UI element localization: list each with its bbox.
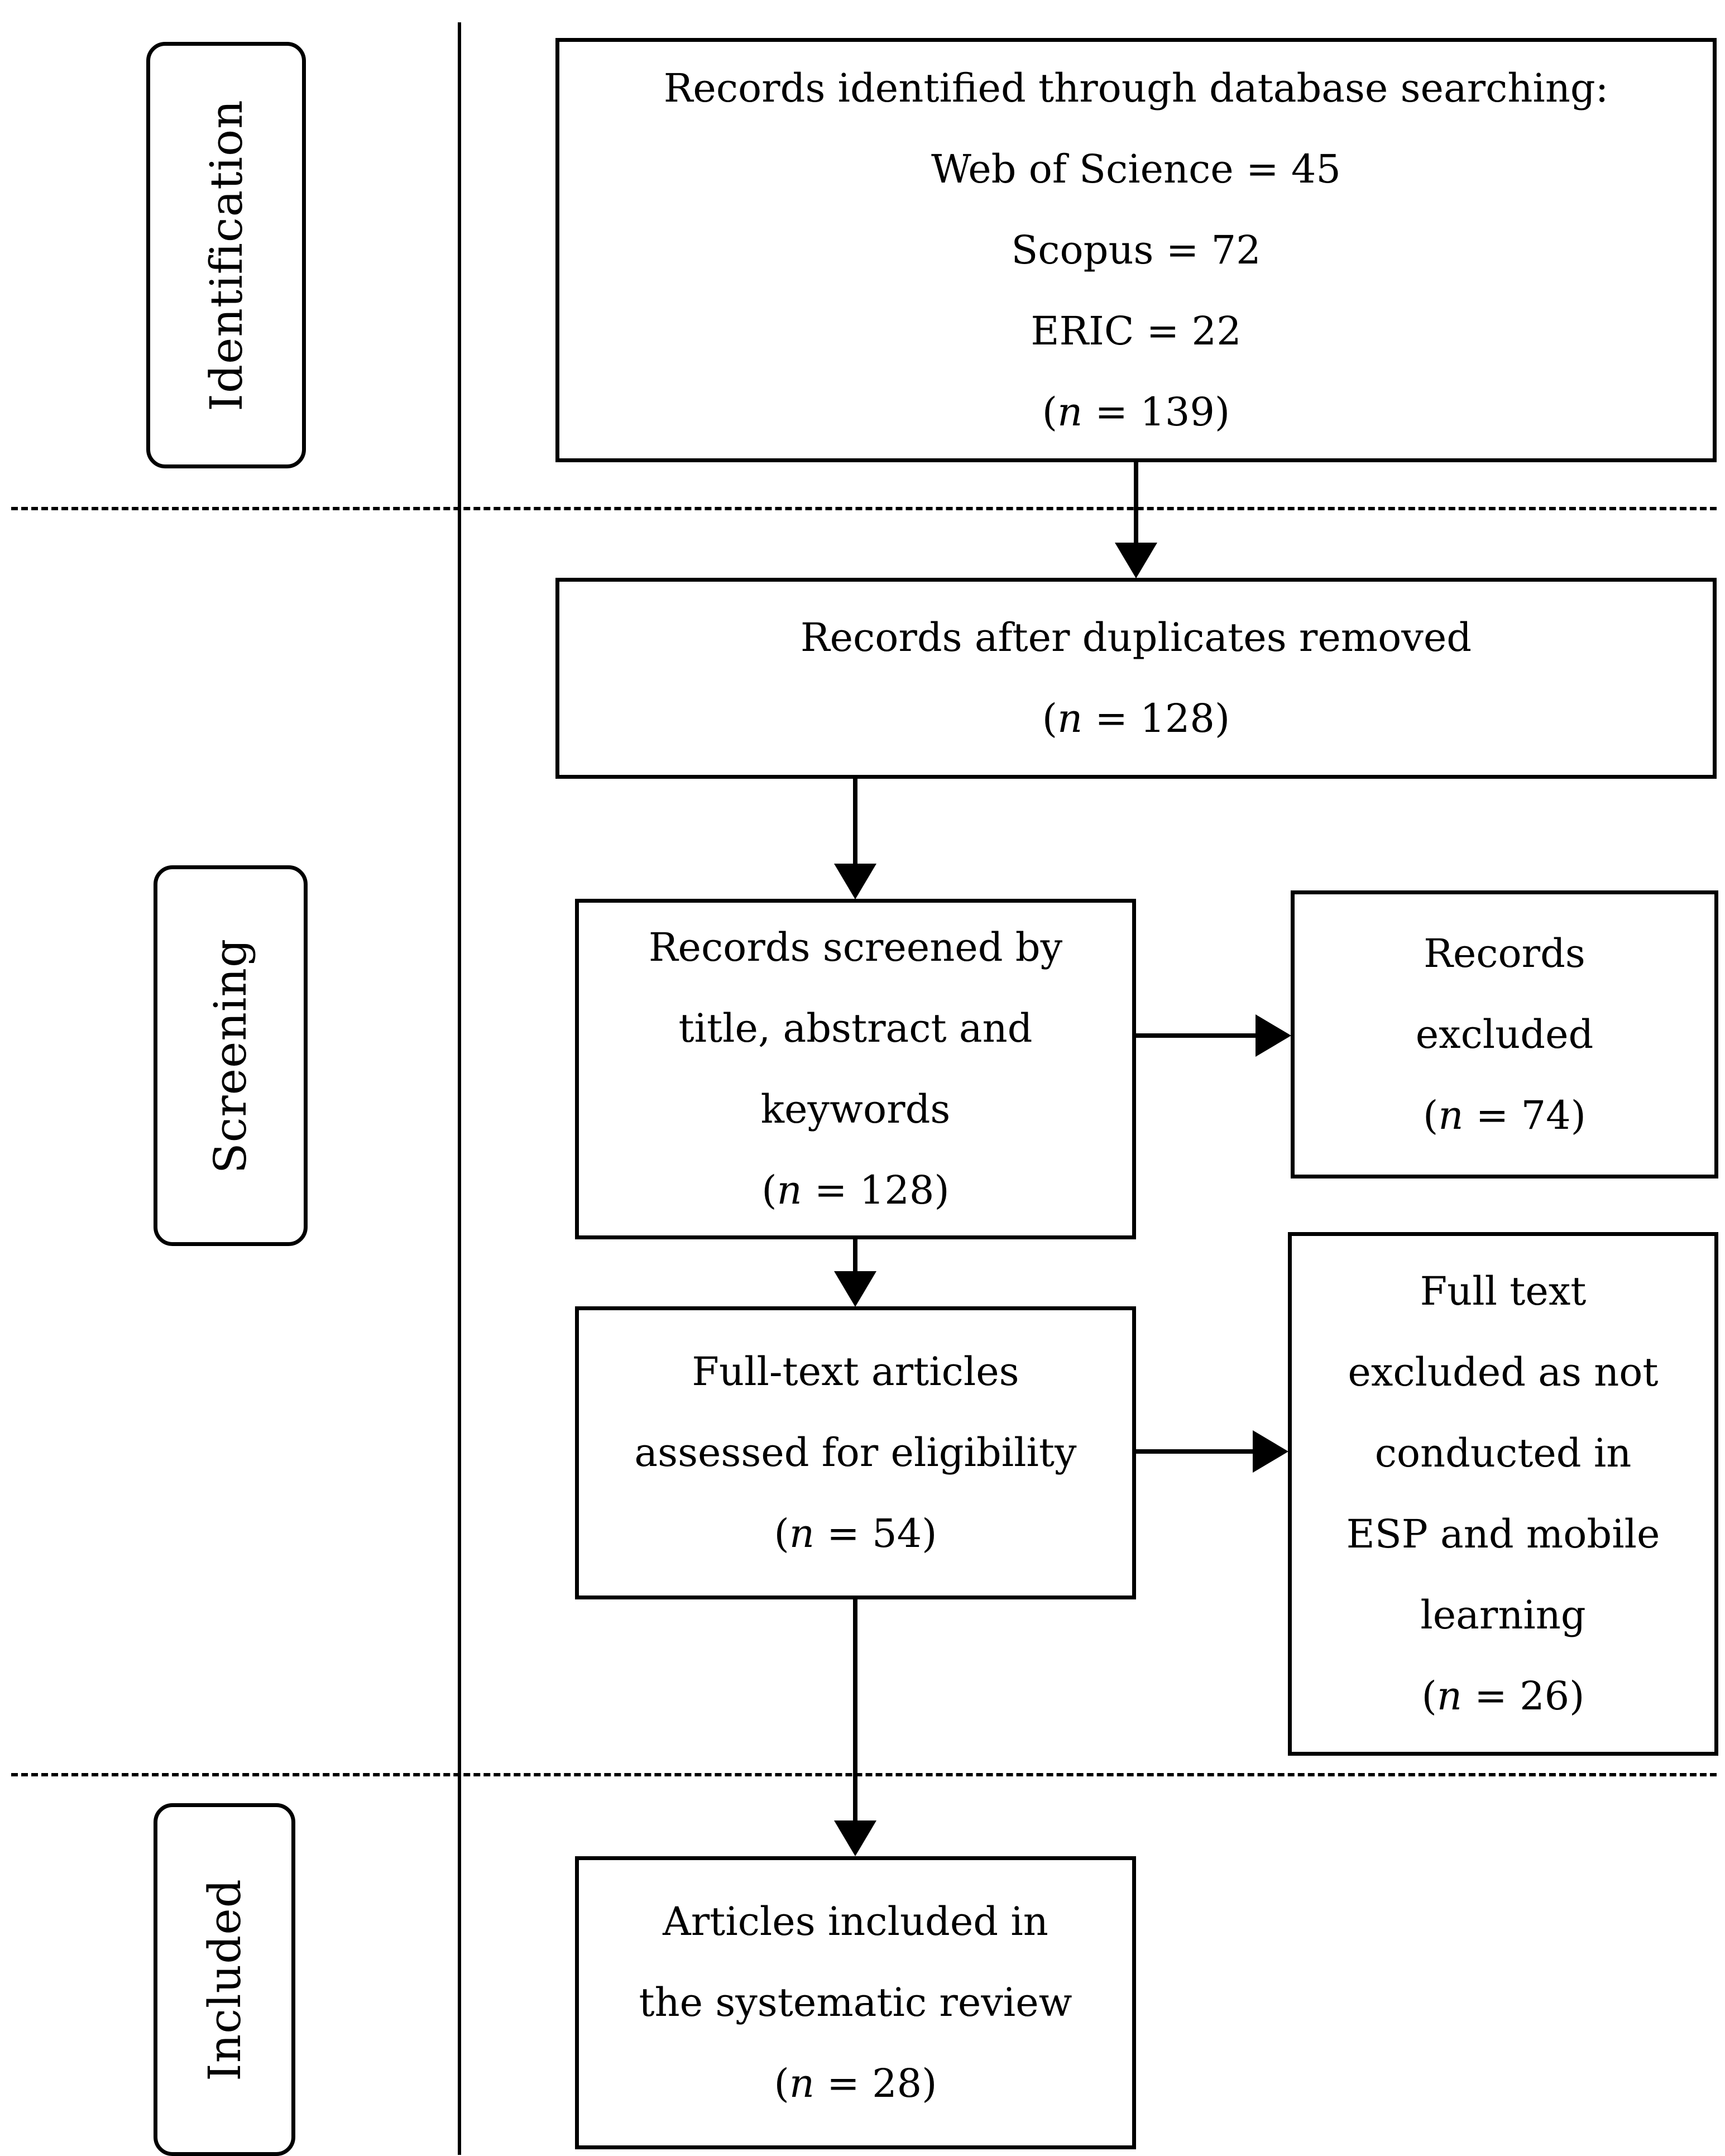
- box-fulltext-excluded: [1288, 1232, 1718, 1756]
- stage-label-text: Included: [198, 1878, 251, 2081]
- box-records-excluded: [1291, 890, 1718, 1178]
- arrowhead-down-icon: [834, 864, 876, 899]
- arrow-fulltext-to-included: [853, 1599, 857, 1823]
- box-text-line: conducted in: [1374, 1430, 1632, 1476]
- box-articles-included: [575, 1856, 1136, 2149]
- box-text-line: ESP and mobile: [1346, 1511, 1660, 1557]
- box-text-line: Web of Science = 45: [931, 146, 1341, 192]
- stage-label-screening: [154, 865, 308, 1246]
- arrow-duplicates-to-screened: [853, 779, 857, 867]
- stage-label-text: Screening: [204, 938, 257, 1173]
- arrow-fulltext-to-fulltext-excluded: [1136, 1449, 1256, 1454]
- box-n-count: (n = 128): [761, 1167, 950, 1213]
- box-text-line: excluded: [1415, 1011, 1594, 1057]
- stage-label-identification: [146, 42, 306, 468]
- arrowhead-down-icon: [834, 1820, 876, 1856]
- box-records-screened: [575, 899, 1136, 1239]
- section-divider-screening-included: [11, 1773, 1717, 1776]
- stage-label-included: [154, 1803, 295, 2156]
- arrowhead-down-icon: [834, 1271, 876, 1307]
- box-text-line: Full-text articles: [692, 1349, 1019, 1395]
- stage-label-text: Identification: [200, 99, 252, 411]
- box-n-count: (n = 28): [774, 2061, 937, 2106]
- box-n-count: (n = 128): [1042, 696, 1230, 741]
- box-records-identified: [555, 38, 1717, 462]
- box-text-line: Records identified through database searching:: [663, 65, 1609, 111]
- box-text-line: keywords: [760, 1086, 951, 1132]
- box-n-count: (n = 26): [1421, 1673, 1585, 1719]
- box-text-line: the systematic review: [639, 1980, 1072, 2025]
- box-text-line: Records after duplicates removed: [800, 615, 1472, 660]
- stage-separator-line: [458, 22, 461, 2155]
- box-n-count: (n = 54): [774, 1511, 937, 1556]
- box-text-line: assessed for eligibility: [634, 1430, 1077, 1475]
- box-duplicates-removed: [555, 578, 1717, 779]
- box-text-line: Scopus = 72: [1011, 227, 1261, 273]
- arrowhead-down-icon: [1115, 543, 1157, 578]
- box-text-line: learning: [1420, 1592, 1586, 1638]
- arrow-identified-to-duplicates: [1134, 462, 1138, 546]
- arrow-screened-to-excluded: [1136, 1033, 1259, 1038]
- box-text-line: excluded as not: [1348, 1349, 1659, 1395]
- box-text-line: title, abstract and: [678, 1005, 1033, 1051]
- arrowhead-right-icon: [1253, 1430, 1288, 1473]
- box-text-line: ERIC = 22: [1031, 308, 1242, 354]
- box-n-count: (n = 74): [1423, 1092, 1586, 1138]
- box-text-line: Records screened by: [648, 924, 1063, 970]
- box-text-line: Full text: [1420, 1268, 1587, 1314]
- box-n-count: (n = 139): [1042, 389, 1230, 435]
- arrow-screened-to-fulltext: [853, 1239, 857, 1274]
- section-divider-identification-screening: [11, 507, 1717, 510]
- box-text-line: Articles included in: [663, 1899, 1048, 1944]
- box-text-line: Records: [1424, 930, 1585, 976]
- arrowhead-right-icon: [1256, 1014, 1291, 1057]
- box-fulltext-assessed: [575, 1306, 1136, 1599]
